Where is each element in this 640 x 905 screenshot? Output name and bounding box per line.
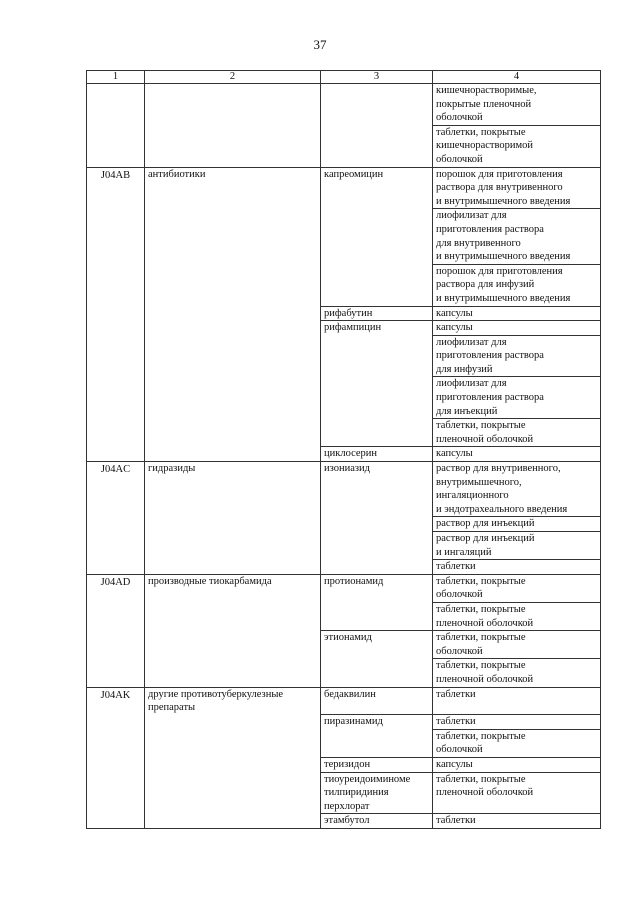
table-row (87, 814, 601, 829)
table-row (87, 602, 601, 630)
header-col-3: 3 (321, 71, 433, 84)
drug-name-cell: тиоуреидоиминоме тилпиридиния перхлорат (321, 772, 433, 814)
table-row (87, 264, 601, 306)
dosage-form-cell: таблетки, покрытые пленочной оболочкой (433, 602, 601, 630)
group-cell: гидразиды (145, 462, 321, 517)
table-row (87, 321, 601, 336)
atc-code-cell (87, 321, 145, 336)
atc-code-cell (87, 814, 145, 829)
table-row (87, 772, 601, 814)
drug-table (86, 70, 601, 829)
header-col-1: 1 (87, 71, 145, 84)
drug-name-cell: этамбутол (321, 814, 433, 829)
group-cell (145, 517, 321, 532)
dosage-form-cell: раствор для внутривенного, внутримышечного, ингаляционного и эндотрахеального введения (433, 462, 601, 517)
page-number: 37 (313, 37, 327, 52)
group-cell (145, 772, 321, 814)
atc-code-cell: J04AK (87, 687, 145, 715)
drug-name-cell (321, 560, 433, 575)
table-row (87, 574, 601, 602)
dosage-form-cell: порошок для приготовления раствора для инфузий и внутримышечного введения (433, 264, 601, 306)
drug-name-cell: теризидон (321, 758, 433, 773)
group-cell (145, 532, 321, 560)
header-col-4: 4 (433, 71, 601, 84)
group-cell (145, 377, 321, 419)
group-cell (145, 758, 321, 773)
group-cell (145, 335, 321, 377)
dosage-form-cell: таблетки (433, 687, 601, 715)
dosage-form-cell: лиофилизат для приготовления раствора для внутривенного и внутримышечного введения (433, 209, 601, 264)
drug-name-cell: этионамид (321, 631, 433, 659)
table-row (87, 532, 601, 560)
dosage-form-cell: таблетки, покрытые пленочной оболочкой (433, 772, 601, 814)
table-row (87, 447, 601, 462)
atc-code-cell (87, 517, 145, 532)
group-cell (145, 814, 321, 829)
dosage-form-cell: капсулы (433, 447, 601, 462)
table-row (87, 306, 601, 321)
dosage-form-cell: раствор для инъекций и ингаляций (433, 532, 601, 560)
atc-code-cell: J04AC (87, 462, 145, 517)
atc-code-cell (87, 602, 145, 630)
group-cell (145, 560, 321, 575)
atc-code-cell (87, 335, 145, 377)
dosage-form-cell: таблетки, покрытые оболочкой (433, 729, 601, 757)
drug-name-cell (321, 729, 433, 757)
dosage-form-cell: капсулы (433, 306, 601, 321)
table-row (87, 560, 601, 575)
group-cell (145, 264, 321, 306)
dosage-form-cell: лиофилизат для приготовления раствора для инъекций (433, 377, 601, 419)
dosage-form-cell: раствор для инъекций (433, 517, 601, 532)
drug-name-cell: бедаквилин (321, 687, 433, 715)
atc-code-cell (87, 377, 145, 419)
drug-name-cell (321, 209, 433, 264)
table-row (87, 209, 601, 264)
drug-name-cell (321, 377, 433, 419)
dosage-form-cell: порошок для приготовления раствора для внутривенного и внутримышечного введения (433, 167, 601, 209)
table-row (87, 758, 601, 773)
table-row (87, 517, 601, 532)
atc-code-cell (87, 560, 145, 575)
drug-name-cell (321, 84, 433, 126)
atc-code-cell (87, 772, 145, 814)
atc-code-cell (87, 306, 145, 321)
group-cell (145, 602, 321, 630)
group-cell (145, 715, 321, 730)
atc-code-cell (87, 659, 145, 687)
table-row (87, 167, 601, 209)
group-cell (145, 729, 321, 757)
atc-code-cell (87, 419, 145, 447)
group-cell (145, 631, 321, 659)
group-cell (145, 209, 321, 264)
drug-name-cell (321, 125, 433, 167)
drug-name-cell: рифабутин (321, 306, 433, 321)
group-cell: антибиотики (145, 167, 321, 209)
dosage-form-cell: таблетки, покрытые оболочкой (433, 631, 601, 659)
group-cell (145, 84, 321, 126)
table-row (87, 631, 601, 659)
dosage-form-cell: лиофилизат для приготовления раствора для инфузий (433, 335, 601, 377)
atc-code-cell: J04AD (87, 574, 145, 602)
table-row (87, 335, 601, 377)
group-cell (145, 419, 321, 447)
header-col-2: 2 (145, 71, 321, 84)
dosage-form-cell: таблетки, покрытые кишечнорастворимой оболочкой (433, 125, 601, 167)
table-row (87, 377, 601, 419)
dosage-form-cell: таблетки (433, 715, 601, 730)
dosage-form-cell: таблетки, покрытые пленочной оболочкой (433, 659, 601, 687)
atc-code-cell (87, 758, 145, 773)
dosage-form-cell: таблетки, покрытые пленочной оболочкой (433, 419, 601, 447)
table-row (87, 729, 601, 757)
table-row (87, 462, 601, 517)
drug-name-cell (321, 419, 433, 447)
drug-name-cell (321, 659, 433, 687)
group-cell (145, 659, 321, 687)
drug-name-cell: протионамид (321, 574, 433, 602)
dosage-form-cell: таблетки (433, 560, 601, 575)
drug-name-cell: рифампицин (321, 321, 433, 336)
atc-code-cell (87, 715, 145, 730)
drug-name-cell: пиразинамид (321, 715, 433, 730)
table-row (87, 419, 601, 447)
atc-code-cell (87, 84, 145, 126)
drug-name-cell (321, 532, 433, 560)
atc-code-cell (87, 729, 145, 757)
group-cell (145, 321, 321, 336)
atc-code-cell (87, 631, 145, 659)
drug-name-cell (321, 264, 433, 306)
atc-code-cell (87, 209, 145, 264)
table-row (87, 687, 601, 715)
atc-code-cell (87, 125, 145, 167)
table-row (87, 715, 601, 730)
table-body (87, 84, 601, 829)
atc-code-cell (87, 532, 145, 560)
atc-code-cell: J04AB (87, 167, 145, 209)
table-row (87, 84, 601, 126)
table-header-row (87, 71, 601, 84)
drug-name-cell (321, 602, 433, 630)
drug-name-cell: капреомицин (321, 167, 433, 209)
drug-name-cell (321, 335, 433, 377)
dosage-form-cell: капсулы (433, 321, 601, 336)
dosage-form-cell: кишечнорастворимые, покрытые пленочной оболочкой (433, 84, 601, 126)
dosage-form-cell: капсулы (433, 758, 601, 773)
atc-code-cell (87, 264, 145, 306)
atc-code-cell (87, 447, 145, 462)
group-cell: другие противотуберкулезные препараты (145, 687, 321, 715)
table-row (87, 125, 601, 167)
drug-name-cell: изониазид (321, 462, 433, 517)
group-cell (145, 306, 321, 321)
drug-name-cell: циклосерин (321, 447, 433, 462)
group-cell: производные тиокарбамида (145, 574, 321, 602)
group-cell (145, 447, 321, 462)
table-row (87, 659, 601, 687)
drug-name-cell (321, 517, 433, 532)
dosage-form-cell: таблетки (433, 814, 601, 829)
dosage-form-cell: таблетки, покрытые оболочкой (433, 574, 601, 602)
group-cell (145, 125, 321, 167)
